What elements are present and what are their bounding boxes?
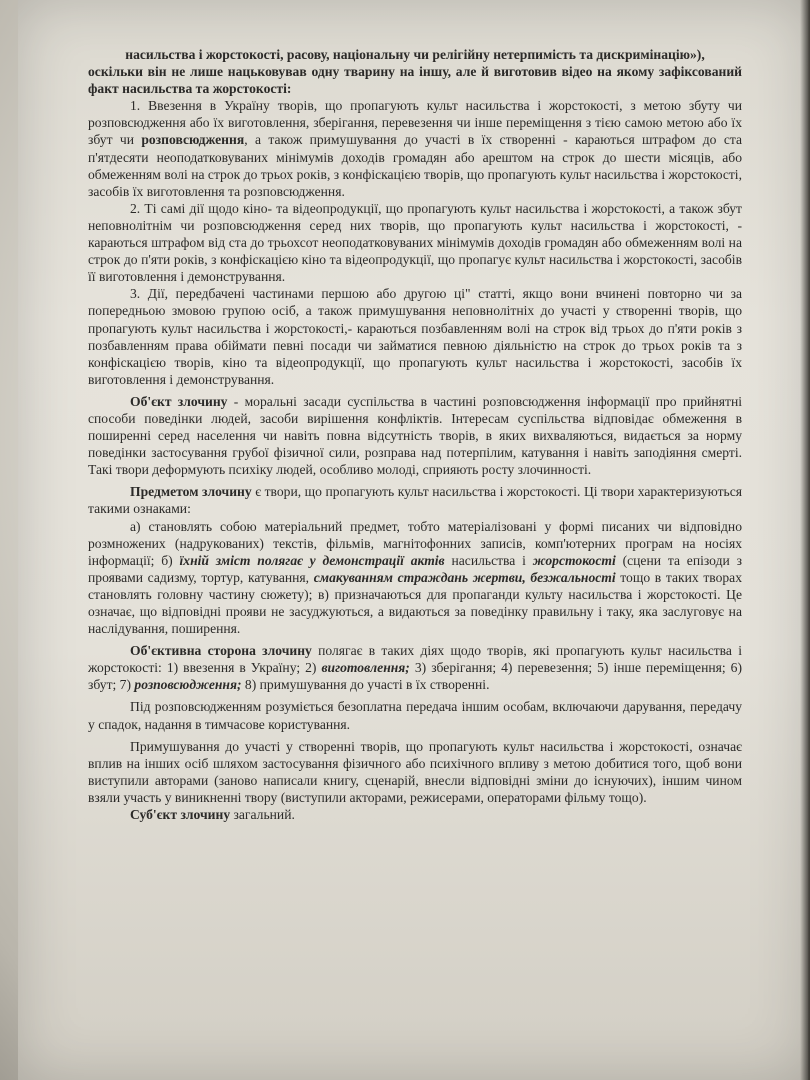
subject-paragraph [88, 806, 742, 823]
article-part-3: 3. Дії, передбачені частинами першою або другою ці" статті, якщо вони вчинені повторно чи за попередньою змовою групою осіб, а також примушування неповнолітніх до участі у створенні творів, що пропагують культ насильства і жорстокості,- караються позбавленням волі на строк від трьох до п'яти років з позбавленням права обіймати певні посади чи займатися певною діяльністю на строк до трьох років та з конфіскацією творів, кіно та відеопродукції, що пропагують культ насильства і жорстокості, засобів їх виготовлення і демонстрування. [88, 286, 742, 387]
document-body [88, 46, 742, 823]
subject-item-label: Предметом злочину [130, 484, 252, 500]
object-text: - моральні засади суспільства в частині розповсюдження інформації про прийнятні способи поведінки людей, засоби вирішення конфліктів. Інтересам суспільства відповідає обмеження в поширенні серед населення чи навіть повна відсутність творів, в яких вихваляються, видається за норму поведінки застосування грубої фізичної сили, розправа над потерпілим, катування і навіть заподіяння смерті. Такі твори деформують психіку людей, особливо молоді, сприяють росту злочинності. [88, 393, 743, 478]
feature-b-emphasis-1: їхній зміст полягає у демонстрації актів [179, 552, 445, 568]
article-part-1-text-b: , а також примушування до участі в їх створенні - караються штрафом до ста п'ятдесяти неоподатковуваних мінімумів доходів громадян або арештом на строк до шести місяців, або обмеженням волі на строк до трьох років, з конфіскацією творів, що пропагують культ насильства і жорстокості, засобів їх виготовлення та розповсюдження. [88, 132, 742, 199]
objective-text-c: 8) примушування до участі в їх створенні. [241, 677, 490, 693]
subject-label: Суб'єкт злочину [130, 807, 231, 823]
features-paragraph [88, 518, 742, 638]
objective-emphasis-1: виготовлення; [321, 660, 410, 676]
objective-label: Об'єктивна сторона злочину [130, 643, 312, 659]
article-part-2: 2. Ті самі дії щодо кіно- та відеопродукції, що пропагують культ насильства і жорстокості, а також збут неповнолітнім чи розповсюдження серед них творів, що пропагують культ насильства і жорстокості, - караються штрафом від ста до трьохсот неоподатковуваних мінімумів доходів громадян або обмеженням волі на строк до п'яти років, з конфіскацією кіно та відеопродукції, що пропагує культ насильства і жорстокості, засобів її виготовлення і демонстрування. [88, 200, 742, 285]
page-edge-shadow [800, 0, 810, 1080]
coercion-paragraph: Примушування до участі у створенні творів, що пропагують культ насильства і жорстокості, означає вплив на інших осіб шляхом застосування фізичного або психічного впливу з метою добитися того, щоб вони виступили авторами (заново написали книгу, сценарій, внесли відповідні зміни до існуючих), іншим чином взяли участь у виникненні твору (виступили акторами, режисерами, операторами фільму тощо). [88, 738, 742, 805]
subject-item-text: є твори, що пропагують культ насильства і жорстокості. Ці твори характеризуються такими ознаками: [88, 484, 742, 517]
feature-a-text: а) становлять собою матеріальний предмет, тобто матеріалізовані у формі писаних чи відповідно розмножених (надрукованих) текстів, фільмів, магнітофонних записів, комп'ютерних програм на носіях інформації; б) [88, 518, 742, 568]
intro-paragraph [88, 46, 742, 63]
feature-b-mid: насильства і [444, 552, 533, 568]
article-part-1 [88, 97, 742, 200]
article-part-1-bold: розповсюдження [141, 132, 245, 148]
objective-paragraph [88, 642, 742, 693]
intro-line-1: насильства і жорстокості, расову, національну чи релігійну нетерпимість та дискримінацію»), [125, 47, 705, 62]
article-part-1-text-a: 1. Ввезення в Україну творів, що пропагують культ насильства і жорстокості, з метою збуту чи розповсюдження або їх виготовлення, зберігання, перевезення чи інше переміщення з тією самою метою або їх збут чи [88, 98, 742, 148]
feature-b-emphasis-3: смакуванням страждань жертви, безжальності [313, 569, 616, 585]
subject-item-paragraph [88, 483, 742, 517]
objective-text-b: 3) зберігання; 4) перевезення; 5) інше переміщення; 6) збут; 7) [88, 660, 742, 693]
object-label: Об'єкт злочину [130, 393, 228, 409]
intro-line-2: оскільки він не лише нацьковував одну тварину на іншу, але й виготовив відео на якому зафіксований факт насильства та жорстокості: [88, 64, 742, 97]
feature-b-end: тощо в таких творах становлять головну частину сюжету); в) призначаються для пропаганди культу насильства і жорстокості. Це означає, що відповідні прояви не засуджуються, а видаються за поведінку правильну і таку, яка заслуговує на наслідування, поширення. [88, 569, 743, 637]
feature-b-tail: (сцени та епізоди з проявами садизму, тортур, катування, [88, 552, 742, 585]
feature-b-emphasis-2: жорстокості [532, 552, 616, 568]
subject-text: загальний. [230, 807, 295, 823]
intro-paragraph-2 [88, 63, 742, 97]
objective-emphasis-2: розповсюдження; [134, 677, 242, 693]
distribution-paragraph: Під розповсюдженням розуміється безоплатна передача іншим особам, включаючи дарування, передачу у спадок, надання в тимчасове користування. [88, 699, 742, 732]
objective-text-a: полягає в таких діях щодо творів, які пропагують культ насильства і жорстокості: 1) ввезення в Україну; 2) [88, 643, 742, 676]
object-paragraph [88, 393, 742, 478]
